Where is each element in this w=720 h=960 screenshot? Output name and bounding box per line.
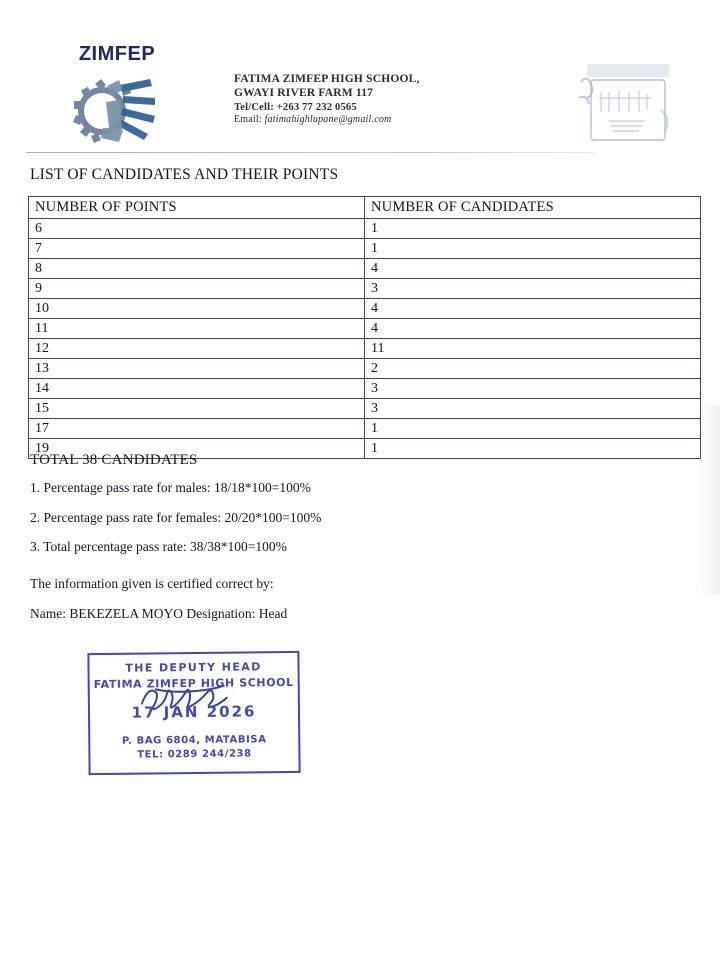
cell-points: 11 (29, 319, 365, 339)
stamp-school: FATIMA ZIMFEP HIGH SCHOOL (93, 675, 294, 692)
email-label: Email: (234, 113, 262, 125)
cell-points: 17 (29, 419, 365, 439)
page-title: LIST OF CANDIDATES AND THEIR POINTS (30, 166, 339, 183)
cell-points: 12 (29, 339, 365, 359)
cell-points: 7 (29, 239, 365, 259)
school-name: FATIMA ZIMFEP HIGH SCHOOL, (234, 73, 420, 85)
cell-candidates: 2 (365, 359, 701, 379)
table-row (29, 379, 701, 399)
stamp-date: 17 JAN 2026 (131, 702, 257, 722)
cell-points: 10 (29, 299, 365, 319)
table-row (29, 219, 701, 239)
zimfep-logo (58, 44, 176, 149)
table-row (29, 339, 701, 359)
note-males-pass-rate: 1. Percentage pass rate for males: 18/18*100=100% (30, 480, 311, 495)
cell-points: 19 (29, 439, 365, 459)
note-females-pass-rate: 2. Percentage pass rate for females: 20/20*100=100% (30, 509, 322, 525)
email-address: fatimahighlupane@gmail.com (264, 113, 392, 125)
cell-candidates: 11 (365, 339, 701, 359)
stamp-content (89, 653, 298, 761)
school-address-block (234, 72, 420, 126)
cell-candidates: 1 (365, 219, 701, 239)
school-phone: Tel/Cell: +263 77 232 0565 (234, 101, 357, 113)
cell-candidates: 1 (365, 239, 701, 259)
table-row (29, 239, 701, 259)
letterhead (0, 0, 720, 150)
cell-points: 8 (29, 259, 365, 279)
cell-candidates: 3 (365, 399, 701, 419)
table-body (29, 219, 701, 459)
gear-rays-emblem-icon (65, 66, 169, 144)
deputy-head-ink-stamp (87, 651, 300, 775)
cell-candidates: 1 (365, 439, 701, 459)
total-candidates-line: TOTAL 38 CANDIDATES (30, 452, 198, 468)
pass-rate-notes (30, 481, 630, 570)
cell-candidates: 3 (365, 279, 701, 299)
cell-candidates: 1 (365, 419, 701, 439)
cell-points: 14 (29, 379, 365, 399)
cell-candidates: 4 (365, 319, 701, 339)
table-row (29, 299, 701, 319)
stamp-title: THE DEPUTY HEAD (125, 660, 262, 675)
cell-points: 6 (29, 219, 365, 239)
table-row (29, 279, 701, 299)
points-candidates-table (28, 196, 701, 459)
letterhead-divider (26, 152, 596, 153)
cell-candidates: 4 (365, 259, 701, 279)
table-row (29, 359, 701, 379)
column-header-points: NUMBER OF POINTS (29, 197, 365, 219)
certification-statement: The information given is certified correct by: (30, 576, 274, 591)
cell-points: 15 (29, 399, 365, 419)
note-total-pass-rate: 3. Total percentage pass rate: 38/38*100=100% (30, 539, 287, 554)
table-header-row (29, 197, 701, 219)
school-address: GWAYI RIVER FARM 117 (234, 87, 374, 100)
cell-points: 13 (29, 359, 365, 379)
table-row (29, 419, 701, 439)
column-header-candidates: NUMBER OF CANDIDATES (365, 197, 701, 219)
table-row (29, 399, 701, 419)
table-row (29, 259, 701, 279)
stamp-postal-address: P. BAG 6804, MATABISA (121, 734, 267, 747)
table-row (29, 319, 701, 339)
zimfep-logo-text: ZIMFEP (78, 43, 156, 65)
cell-points: 9 (29, 279, 365, 299)
cell-candidates: 3 (365, 379, 701, 399)
cell-candidates: 4 (365, 299, 701, 319)
stamp-telephone: TEL: 0289 244/238 (137, 748, 252, 761)
faded-official-stamp-icon (575, 58, 683, 158)
signatory-line: Name: BEKEZELA MOYO Designation: Head (30, 606, 288, 621)
school-email (234, 114, 420, 127)
